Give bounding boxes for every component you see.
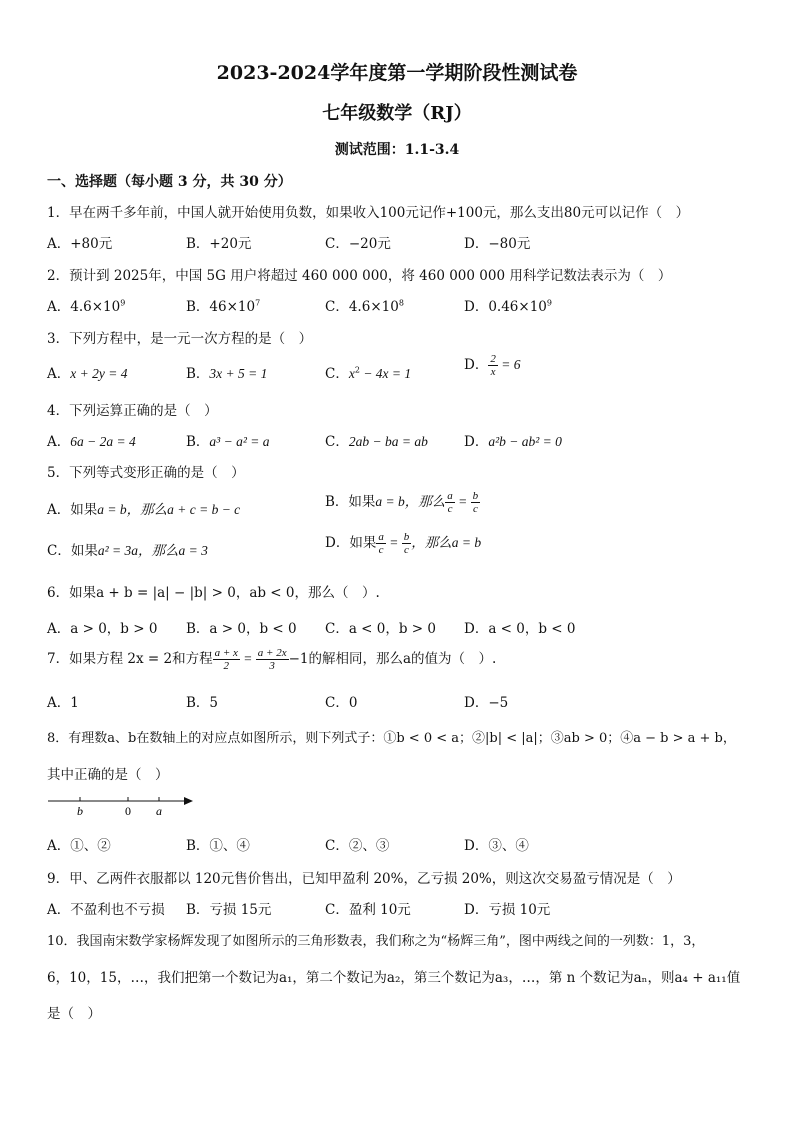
numerator: a: [447, 490, 453, 502]
fraction: [445, 490, 455, 515]
fraction: [471, 490, 481, 515]
question-10-line-1: 10．我国南宋数学家杨辉发现了如图所示的三角形数表，我们称之为“杨辉三角”，图中两线之间的一列数：1，3，: [47, 934, 705, 949]
q3-option-c: [325, 362, 411, 382]
q2-option-d: [464, 295, 552, 315]
math-expr: 4.6×10: [348, 299, 399, 315]
math-expr: a³ − a² = a: [209, 434, 270, 449]
number-line-figure: [45, 790, 205, 820]
q9-option-d: D．亏损 10元: [464, 902, 551, 918]
fraction: [488, 353, 498, 378]
question-8-stem-cont: 其中正确的是（ ）: [47, 767, 169, 783]
exam-title: 2023-2024学年度第一学期阶段性测试卷: [216, 62, 578, 84]
q8-option-b: B．①、④: [186, 838, 250, 854]
math-expr: 2ab − ba = ab: [348, 434, 428, 449]
exponent: 2: [354, 365, 360, 375]
stem-text: −1的解相同，那么a的值为（ ）.: [288, 651, 497, 667]
stem-text: 7．如果方程 2x = 2和方程: [47, 651, 213, 667]
exponent: 7: [255, 298, 261, 308]
denominator: c: [472, 503, 478, 515]
option-label: D．: [464, 299, 489, 315]
math-expr: 0.46×10: [488, 299, 547, 315]
numerator: 2: [490, 353, 496, 365]
math-expr: 3x + 5 = 1: [209, 366, 268, 381]
option-label: A．: [47, 299, 71, 315]
q7-option-b: B．5: [186, 695, 219, 711]
q7-option-a: A．1: [47, 695, 79, 711]
exponent: 8: [398, 298, 404, 308]
option-label: C．: [325, 299, 349, 315]
numerator: a + 2x: [257, 647, 287, 659]
question-3-stem: 3．下列方程中，是一元一次方程的是（ ）: [47, 331, 313, 347]
axis-arrow-icon: [184, 797, 193, 805]
exam-subtitle: 七年级数学（RJ）: [322, 103, 472, 124]
q4-option-d: [464, 430, 562, 450]
question-8-stem: 8．有理数a、b在数轴上的对应点如图所示，则下列式子：①b < 0 < a；②|b| < |a|；③ab > 0；④a − b > a + b，: [47, 731, 736, 746]
equals-sign: =: [385, 535, 402, 550]
q4-option-b: [186, 430, 270, 450]
q2-option-c: [325, 295, 404, 315]
fraction: [256, 647, 289, 672]
exponent: 9: [546, 298, 552, 308]
denominator: 2: [223, 660, 229, 672]
question-10-line-3: 是（ ）: [47, 1006, 101, 1022]
q1-option-a: A．+80元: [47, 236, 113, 252]
q5-option-a: [47, 498, 240, 518]
exponent: 9: [120, 298, 126, 308]
q6-option-a: A．a > 0，b > 0: [47, 621, 158, 637]
equals-sign: =: [239, 651, 256, 666]
option-label: D．如果: [325, 535, 377, 551]
option-label: B．: [186, 434, 210, 450]
denominator: x: [490, 366, 496, 378]
option-label: C．: [325, 434, 349, 450]
option-label: B．: [186, 299, 210, 315]
math-expr: a² = 3a，那么a = 3: [97, 543, 208, 558]
q9-option-c: C．盈利 10元: [325, 902, 411, 918]
numerator: a + x: [214, 647, 238, 659]
equals-sign: =: [454, 494, 471, 509]
q7-option-c: C．0: [325, 695, 358, 711]
q7-option-d: D．−5: [464, 695, 509, 711]
q8-option-c: C．②、③: [325, 838, 390, 854]
math-expr: x + 2y = 4: [70, 366, 128, 381]
math-expr: 6a − 2a = 4: [70, 434, 136, 449]
fraction: [376, 531, 386, 556]
option-label: C．: [325, 366, 349, 382]
numerator: b: [403, 531, 410, 543]
math-expr: = 6: [497, 357, 521, 372]
section-title: 一、选择题（每小题 3 分，共 30 分）: [47, 174, 292, 190]
math-expr: ，那么a = b: [411, 535, 482, 550]
q2-option-a: [47, 295, 125, 315]
denominator: 3: [269, 660, 275, 672]
math-expr: 46×10: [209, 299, 256, 315]
q2-option-b: [186, 295, 260, 315]
fraction: [213, 647, 240, 672]
option-label: A．: [47, 366, 71, 382]
question-5-stem: 5．下列等式变形正确的是（ ）: [47, 465, 245, 481]
numerator: b: [472, 490, 479, 502]
math-expr: a = b，那么a + c = b − c: [97, 502, 241, 517]
q4-option-c: [325, 430, 428, 450]
q6-option-c: C．a < 0，b > 0: [325, 621, 436, 637]
math-expr: x: [348, 366, 355, 381]
q1-option-b: B．+20元: [186, 236, 252, 252]
q9-option-a: A．不盈利也不亏损: [47, 902, 165, 918]
question-2-stem: 2．预计到 2025年，中国 5G 用户将超过 460 000 000，将 460 000 000 用科学记数法表示为（ ）: [47, 268, 672, 284]
math-expr: a = b，那么: [375, 494, 446, 509]
option-label: B．: [186, 366, 210, 382]
option-label: C．如果: [47, 543, 98, 559]
denominator: c: [447, 503, 453, 515]
question-4-stem: 4．下列运算正确的是（ ）: [47, 403, 218, 419]
denominator: c: [378, 544, 384, 556]
q1-option-d: D．−80元: [464, 236, 531, 252]
question-7-stem: [47, 647, 496, 672]
q9-option-b: B．亏损 15元: [186, 902, 272, 918]
math-expr: 4.6×10: [70, 299, 121, 315]
option-label: A．: [47, 434, 71, 450]
q1-option-c: C．−20元: [325, 236, 391, 252]
q3-option-a: [47, 362, 127, 382]
label-b: b: [77, 804, 83, 818]
q4-option-a: [47, 430, 136, 450]
denominator: c: [404, 544, 409, 556]
q3-option-d: [464, 353, 520, 378]
test-scope: 测试范围：1.1-3.4: [334, 142, 460, 158]
question-9-stem: 9．甲、乙两件衣服都以 120元售价售出，已知甲盈利 20%，乙亏损 20%，则这次交易盈亏情况是（ ）: [47, 871, 681, 887]
label-a: a: [156, 804, 162, 818]
q6-option-b: B．a > 0，b < 0: [186, 621, 297, 637]
question-10-line-2: 6，10，15，…，我们把第一个数记为a₁，第二个数记为a₂，第三个数记为a₃，…，第 n 个数记为aₙ，则a₄ + a₁₁值: [47, 970, 741, 986]
q5-option-b: [325, 490, 480, 515]
numerator: a: [378, 531, 384, 543]
option-label: D．: [464, 434, 489, 450]
fraction: [402, 531, 412, 556]
q3-option-b: [186, 362, 267, 382]
q8-option-a: A．①、②: [47, 838, 111, 854]
q5-option-c: [47, 539, 208, 559]
option-label: D．: [464, 357, 489, 373]
option-label: B．如果: [325, 494, 376, 510]
q6-option-d: D．a < 0，b < 0: [464, 621, 576, 637]
question-1-stem: 1．早在两千多年前，中国人就开始使用负数，如果收入100元记作+100元，那么支出80元可以记作（ ）: [47, 205, 690, 221]
label-zero: 0: [125, 804, 131, 818]
q8-option-d: D．③、④: [464, 838, 529, 854]
question-6-stem: 6．如果a + b = |a| − |b| > 0，ab < 0，那么（ ）.: [47, 585, 380, 601]
q5-option-d: [325, 531, 481, 556]
option-label: A．如果: [47, 502, 98, 518]
math-expr: a²b − ab² = 0: [488, 434, 562, 449]
math-expr: − 4x = 1: [359, 366, 412, 381]
